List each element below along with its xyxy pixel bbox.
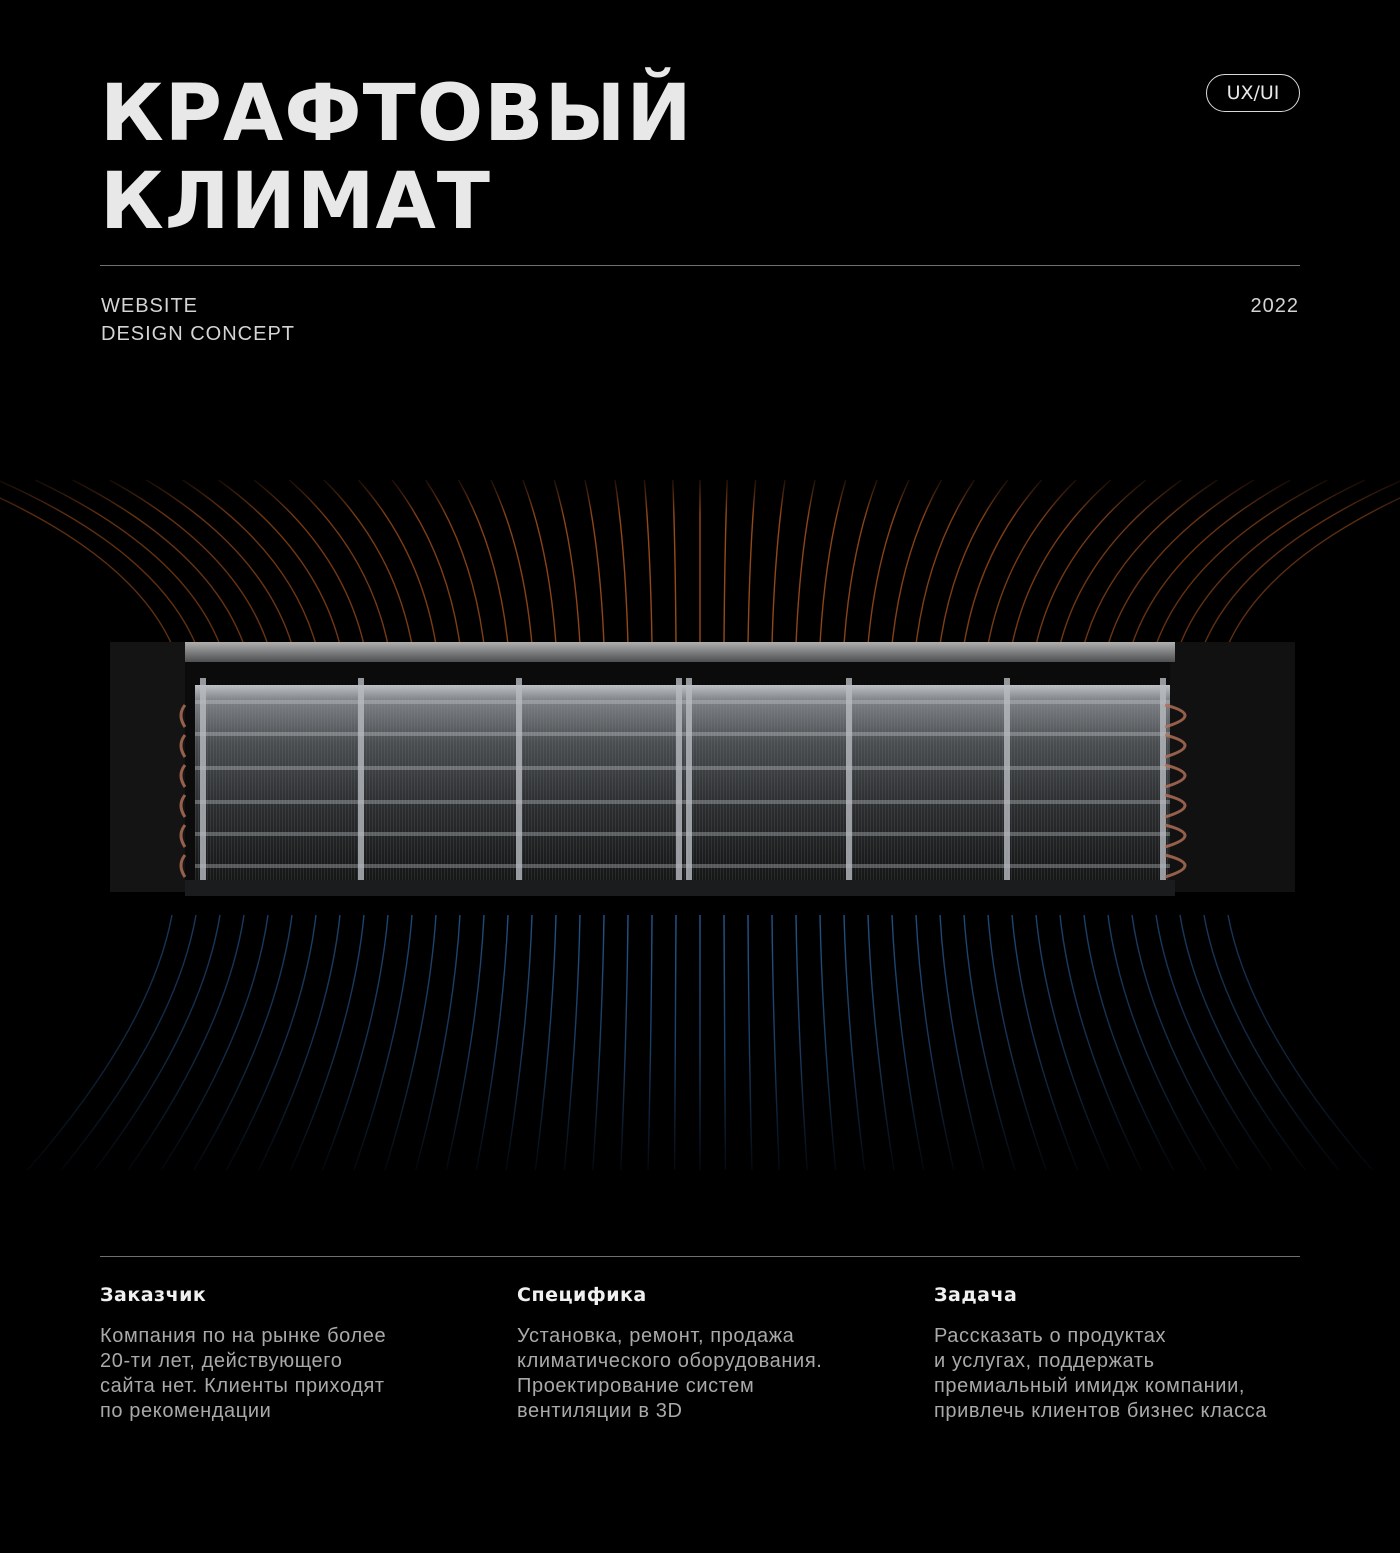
coil-support-rib [676,678,682,883]
coil-support-rib [200,678,206,883]
top-divider [100,265,1300,266]
project-info [100,1284,1300,1424]
info-client-heading: Заказчик [100,1284,207,1306]
coil-tube-row [195,700,1170,704]
info-task [934,1284,1300,1424]
coil-support-rib [1004,678,1010,883]
subtitle-line-2: DESIGN CONCEPT [101,323,296,345]
coil-tube-row [195,732,1170,736]
project-subtitle [101,292,295,348]
subtitle-line-1: WEBSITE [101,295,199,317]
coil-support-rib [846,678,852,883]
coil-support-rib [686,678,692,883]
info-task-heading: Задача [934,1284,1018,1306]
ac-unit-body [110,642,1295,896]
project-title [100,70,693,246]
coil-support-rib [1160,678,1166,883]
bottom-divider [100,1256,1300,1257]
info-client-text: Компания по на рынке более 20-ти лет, действующего сайта нет. Клиенты приходят по рекомендации [100,1325,387,1422]
title-line-2: КЛИМАТ [100,157,492,247]
category-tag[interactable]: UX/UI [1206,74,1300,112]
project-year: 2022 [1250,295,1299,317]
info-task-text: Рассказать о продуктах и услугах, поддержать премиальный имидж компании, привлечь клиентов бизнес класса [934,1325,1268,1422]
info-client [100,1284,517,1424]
air-conditioner-cutaway-illustration [0,470,1400,1190]
coil-support-rib [358,678,364,883]
info-specifics-text: Установка, ремонт, продажа климатического оборудования. Проектирование систем вентиляции в 3D [517,1325,823,1422]
info-specifics-heading: Специфика [517,1284,647,1306]
coil-tube-row [195,800,1170,804]
coil-tube-row [195,864,1170,868]
coil-tube-row [195,832,1170,836]
air-conditioner-hero-image [0,470,1400,1190]
coil-tube-row [195,766,1170,770]
info-specifics [517,1284,934,1424]
title-line-1: КРАФТОВЫЙ [100,69,693,159]
coil-support-rib [516,678,522,883]
